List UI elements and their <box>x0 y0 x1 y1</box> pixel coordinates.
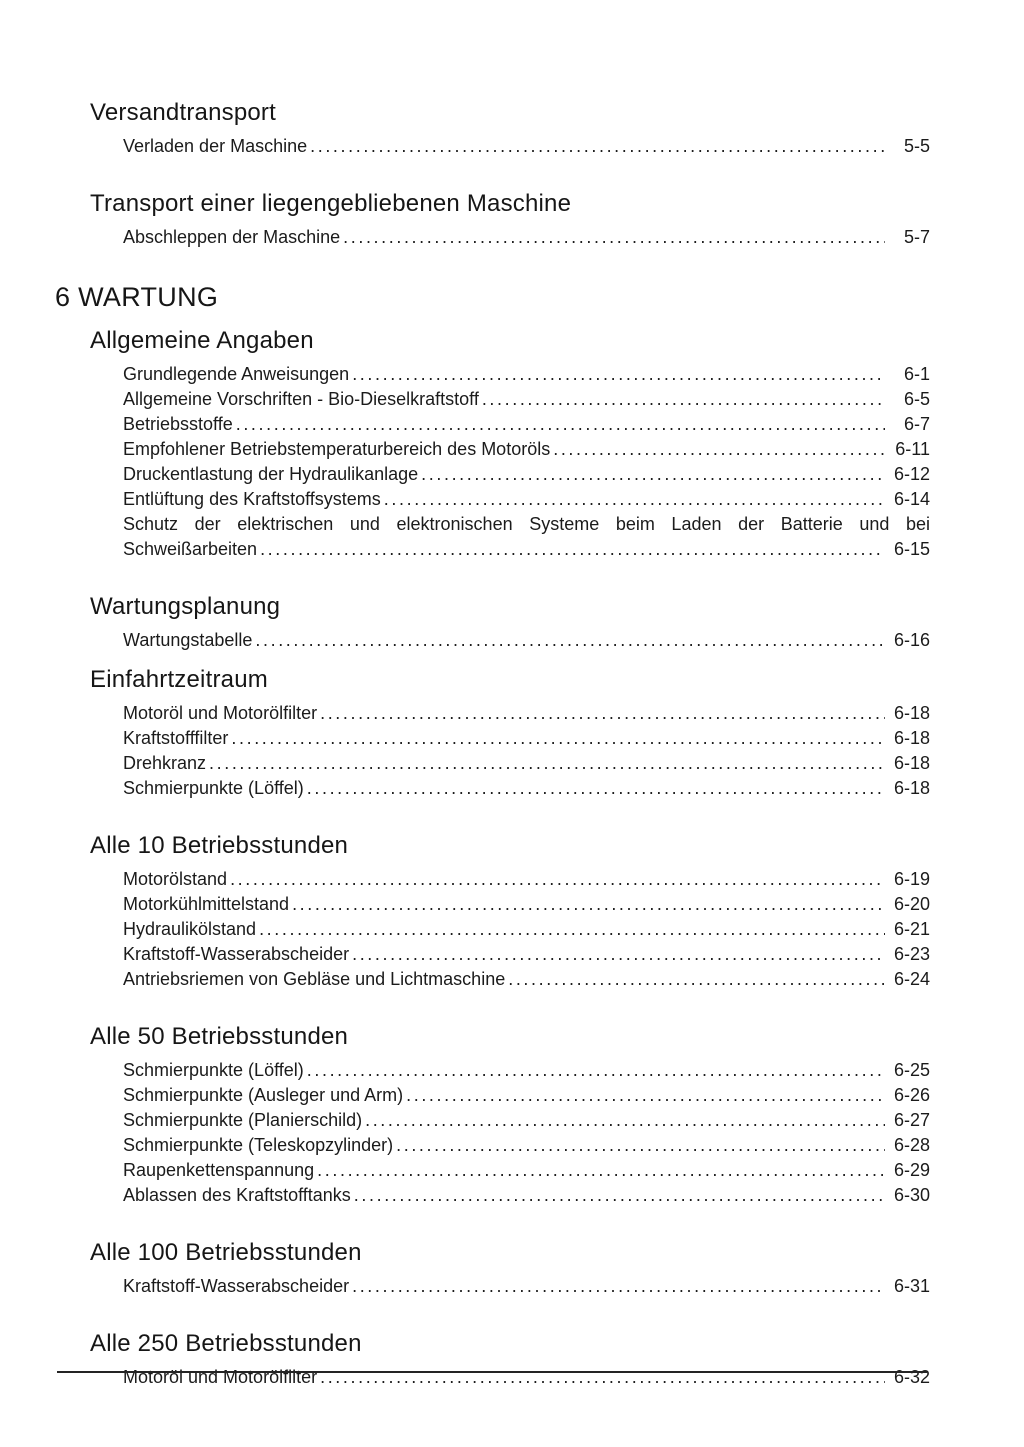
toc-section <box>90 831 930 992</box>
toc-entry-title: Schmierpunkte (Planierschild) <box>123 1110 363 1130</box>
toc-entry-block <box>90 487 930 512</box>
dot-leader <box>307 1058 885 1083</box>
toc-entry-page: 6-19 <box>893 869 930 889</box>
toc-entry <box>123 1183 930 1208</box>
toc-entry-page: 6-16 <box>893 630 930 650</box>
toc-entry <box>123 942 930 967</box>
toc-entry-title: Empfohlener Betriebstemperaturbereich des Motoröls <box>123 439 551 459</box>
toc-section <box>90 1022 930 1208</box>
toc-entry <box>123 412 930 437</box>
toc-entry-title: Motorölstand <box>123 869 228 889</box>
toc-entry-title: Schmierpunkte (Löffel) <box>123 1060 304 1080</box>
toc-entry-page: 6-29 <box>893 1160 930 1180</box>
toc-entry-page: 6-26 <box>893 1085 930 1105</box>
toc-entry <box>123 628 930 653</box>
toc-section <box>90 326 930 562</box>
toc-entry-title: Kraftstoff-Wasserabscheider <box>123 1276 350 1296</box>
dot-leader <box>352 942 885 967</box>
section-heading: Einfahrtzeitraum <box>90 666 268 693</box>
toc-entry <box>123 726 930 751</box>
toc-entry-page: 6-18 <box>893 703 930 723</box>
toc-entry <box>123 701 930 726</box>
toc-entry-page: 6-15 <box>893 539 930 559</box>
section-heading: Alle 100 Betriebsstunden <box>90 1239 362 1266</box>
toc-section <box>90 665 930 801</box>
dot-leader <box>292 892 885 917</box>
toc-entry-block <box>90 628 930 653</box>
dot-leader <box>421 462 885 487</box>
toc-entry-page: 5-7 <box>903 227 930 247</box>
toc-entry-title: Druckentlastung der Hydraulikanlage <box>123 464 419 484</box>
toc-entry-page: 6-5 <box>903 389 930 409</box>
dot-leader <box>230 867 885 892</box>
toc-entry-block <box>90 412 930 437</box>
toc-entry <box>123 776 930 801</box>
toc-entry-block <box>90 1274 930 1299</box>
toc-entry <box>123 134 930 159</box>
toc-entry-block <box>90 437 930 462</box>
toc-section <box>90 98 930 159</box>
toc-entry-title: Schweißarbeiten <box>123 539 258 559</box>
toc-entry-title-line: Schutz der elektrischen und elektronischen Systeme beim Laden der Batterie und bei <box>123 514 930 534</box>
toc-entry-block <box>90 387 930 412</box>
toc-entry <box>123 537 930 562</box>
toc-entry-page: 6-31 <box>893 1276 930 1296</box>
toc-entry <box>123 487 930 512</box>
toc-entry-block <box>90 776 930 801</box>
toc-entry-page: 6-14 <box>893 489 930 509</box>
toc-entry-block <box>90 867 930 892</box>
toc-section <box>90 1329 930 1390</box>
toc-entry-block <box>90 1158 930 1183</box>
toc-entry-title: Schmierpunkte (Teleskopzylinder) <box>123 1135 394 1155</box>
toc-entry-title: Hydraulikölstand <box>123 919 257 939</box>
toc-entry <box>123 1158 930 1183</box>
toc-entry-block <box>90 1058 930 1083</box>
toc-entry-page: 6-30 <box>893 1185 930 1205</box>
toc-entry-title: Kraftstoff-Wasserabscheider <box>123 944 350 964</box>
toc-entry-page: 6-28 <box>893 1135 930 1155</box>
toc-entry-title: Raupenkettenspannung <box>123 1160 315 1180</box>
dot-leader <box>343 225 885 250</box>
section-heading: Alle 250 Betriebsstunden <box>90 1330 362 1357</box>
toc-entry <box>123 751 930 776</box>
toc-entry-block <box>90 942 930 967</box>
toc-entry-title: Verladen der Maschine <box>123 136 308 156</box>
toc-entry <box>123 437 930 462</box>
toc-entry-block <box>90 917 930 942</box>
toc-entry-block <box>90 462 930 487</box>
dot-leader <box>352 1274 885 1299</box>
dot-leader <box>354 1183 885 1208</box>
section-heading: Allgemeine Angaben <box>90 327 314 354</box>
toc-sections <box>55 98 930 1390</box>
toc-entry-title: Schmierpunkte (Ausleger und Arm) <box>123 1085 404 1105</box>
toc-entry-title: Ablassen des Kraftstofftanks <box>123 1185 351 1205</box>
toc-entry-page: 6-27 <box>893 1110 930 1130</box>
dot-leader <box>259 917 885 942</box>
dot-leader <box>310 134 885 159</box>
toc-entry <box>123 225 930 250</box>
toc-entry-page: 6-25 <box>893 1060 930 1080</box>
toc-entry-block <box>90 225 930 250</box>
dot-leader <box>255 628 885 653</box>
toc-entry <box>123 967 930 992</box>
toc-entry-block <box>90 967 930 992</box>
toc-entry-block <box>90 1083 930 1108</box>
dot-leader <box>320 1365 885 1390</box>
toc-entry-page: 6-23 <box>893 944 930 964</box>
toc-entry-block <box>90 726 930 751</box>
toc-chapter <box>55 280 930 314</box>
toc-entry-page: 6-21 <box>893 919 930 939</box>
toc-entry-page: 6-18 <box>893 728 930 748</box>
toc-entry-block <box>90 1183 930 1208</box>
section-heading: Wartungsplanung <box>90 593 281 620</box>
dot-leader <box>317 1158 885 1183</box>
toc-entry-page: 6-12 <box>893 464 930 484</box>
section-heading: Alle 50 Betriebsstunden <box>90 1023 349 1050</box>
dot-leader <box>236 412 885 437</box>
toc-entry-block <box>90 362 930 387</box>
toc-entry-block <box>90 701 930 726</box>
toc-entry <box>123 917 930 942</box>
toc-section <box>90 592 930 653</box>
toc-entry-title: Motoröl und Motorölfilter <box>123 1367 318 1387</box>
toc-entry-page: 6-20 <box>893 894 930 914</box>
toc-entry-page: 6-24 <box>893 969 930 989</box>
toc-entry <box>123 1133 930 1158</box>
toc-entry <box>123 462 930 487</box>
toc-entry-page: 6-1 <box>903 364 930 384</box>
toc-entry-page: 6-11 <box>895 439 930 459</box>
section-heading: Alle 10 Betriebsstunden <box>90 832 349 859</box>
dot-leader <box>209 751 885 776</box>
toc-entry-page: 6-18 <box>893 753 930 773</box>
dot-leader <box>260 537 885 562</box>
dot-leader <box>231 726 885 751</box>
toc-entry-block <box>90 751 930 776</box>
toc-entry <box>123 387 930 412</box>
dot-leader <box>320 701 885 726</box>
dot-leader <box>553 437 885 462</box>
dot-leader <box>365 1108 885 1133</box>
toc-entry-title: Motorkühlmittelstand <box>123 894 290 914</box>
toc-entry-page: 6-18 <box>893 778 930 798</box>
dot-leader <box>396 1133 885 1158</box>
toc-entry-block <box>90 1108 930 1133</box>
toc-entry <box>123 1108 930 1133</box>
toc-entry-title: Motoröl und Motorölfilter <box>123 703 318 723</box>
chapter-heading: 6 WARTUNG <box>55 282 219 312</box>
toc-entry-title: Abschleppen der Maschine <box>123 227 341 247</box>
toc-entry-title: Grundlegende Anweisungen <box>123 364 350 384</box>
toc-entry-block <box>90 512 930 562</box>
toc-entry-title: Drehkranz <box>123 753 207 773</box>
toc-entry-block <box>90 134 930 159</box>
toc-entry-title: Wartungstabelle <box>123 630 253 650</box>
section-heading: Transport einer liegengebliebenen Maschine <box>90 190 572 217</box>
toc-entry-title: Entlüftung des Kraftstoffsystems <box>123 489 381 509</box>
dot-leader <box>406 1083 885 1108</box>
toc-entry <box>123 1365 930 1390</box>
dot-leader <box>307 776 885 801</box>
toc-entry-title: Kraftstofffilter <box>123 728 229 748</box>
toc-section <box>90 1238 930 1299</box>
toc-entry <box>123 1274 930 1299</box>
toc-entry-title: Antriebsriemen von Gebläse und Lichtmaschine <box>123 969 506 989</box>
toc-entry-title: Betriebsstoffe <box>123 414 233 434</box>
toc-entry <box>123 1083 930 1108</box>
toc-entry-block <box>90 892 930 917</box>
toc-entry-page: 5-5 <box>903 136 930 156</box>
dot-leader <box>482 387 885 412</box>
toc-entry <box>123 1058 930 1083</box>
toc-entry-page: 6-32 <box>893 1367 930 1387</box>
dot-leader <box>384 487 885 512</box>
toc-entry-page: 6-7 <box>903 414 930 434</box>
toc-section <box>90 189 930 250</box>
dot-leader <box>352 362 885 387</box>
toc-entry <box>123 892 930 917</box>
toc-entry <box>123 867 930 892</box>
section-heading: Versandtransport <box>90 99 276 126</box>
toc-entry-title: Schmierpunkte (Löffel) <box>123 778 304 798</box>
toc-entry-title: Allgemeine Vorschriften - Bio-Dieselkraftstoff <box>123 389 479 409</box>
toc-entry <box>123 362 930 387</box>
toc-entry-block <box>90 1365 930 1390</box>
dot-leader <box>508 967 885 992</box>
toc-entry-block <box>90 1133 930 1158</box>
footer-rule <box>57 1371 927 1373</box>
